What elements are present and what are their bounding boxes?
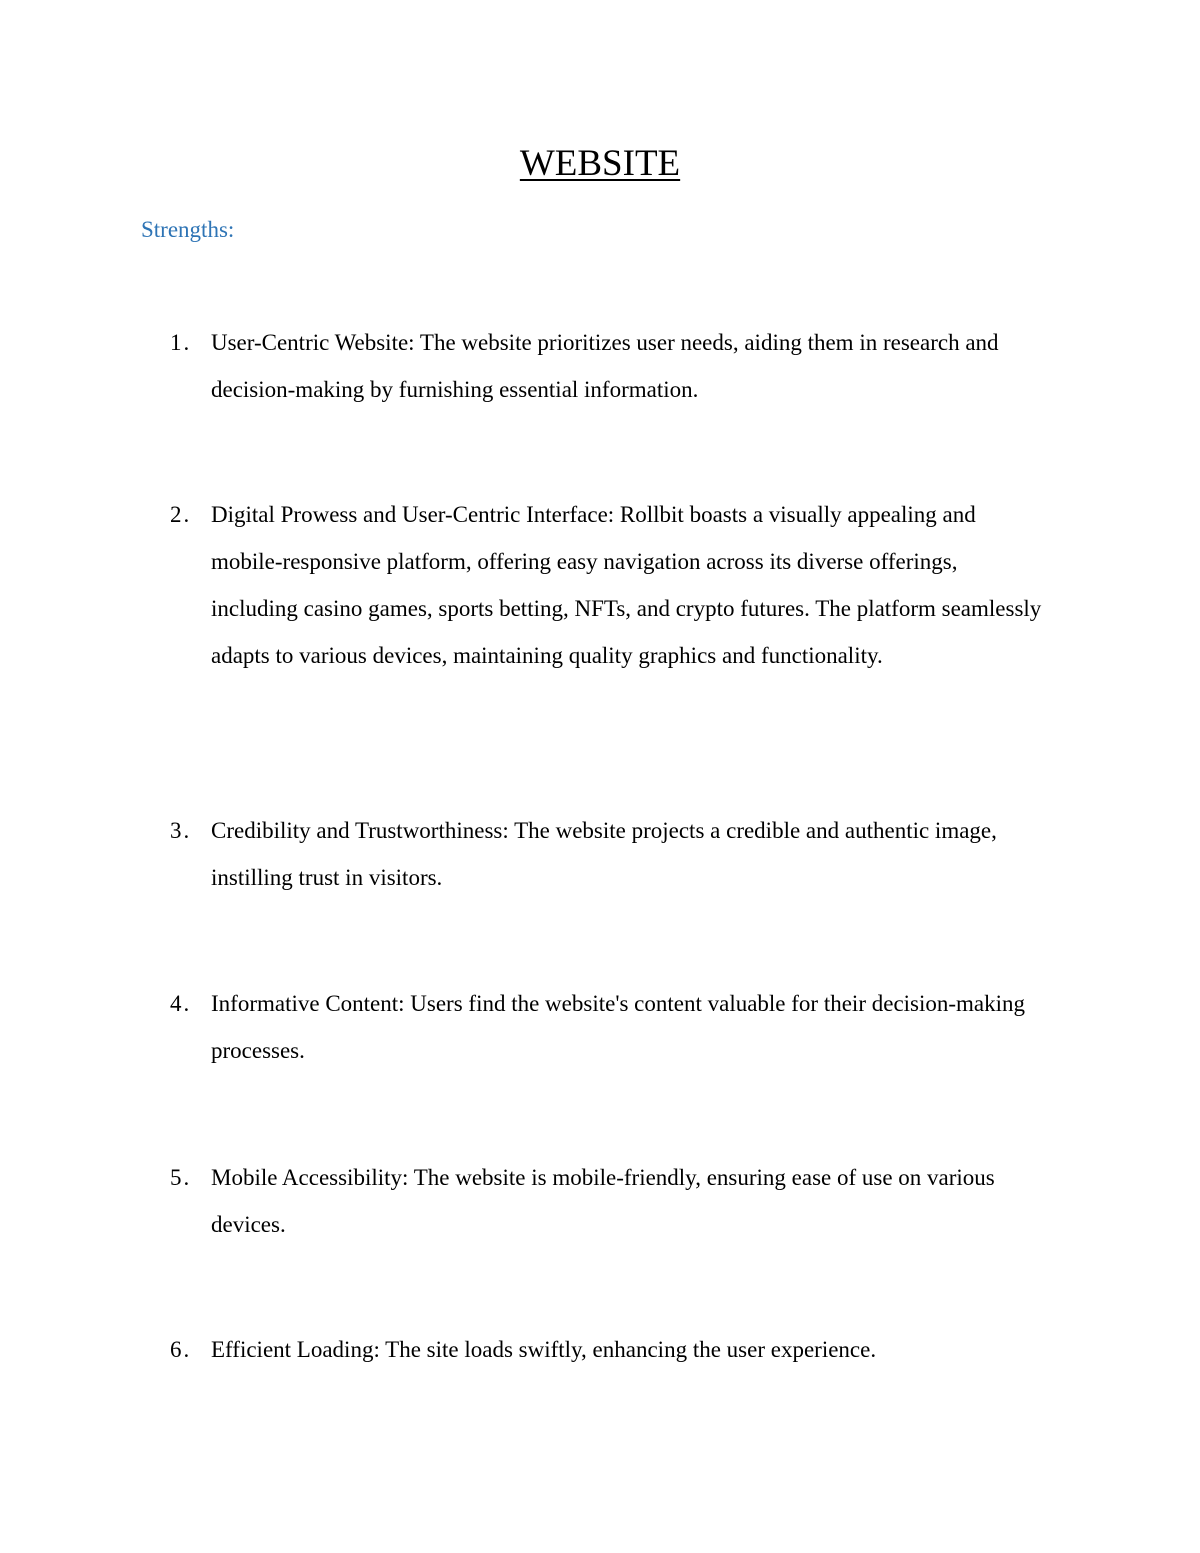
document-title: WEBSITE [519,143,681,184]
list-item [170,807,1050,901]
list-item [170,1154,1050,1248]
list-item-text: Digital Prowess and User-Centric Interface: Rollbit boasts a visually appealing and mobile-responsive platform, offering easy navigation across its diverse offerings, including casino games, sports betting, NFTs, and crypto futures. The platform seamlessly adapts to various devices, maintaining quality graphics and functionality. [211,502,1042,668]
list-item-text: Credibility and Trustworthiness: The website projects a credible and authentic image, instilling trust in visitors. [211,818,997,890]
list-item-text: Informative Content: Users find the website's content valuable for their decision-making processes. [211,991,1026,1063]
list-item-number: 2. [170,502,192,527]
strengths-heading: Strengths: [141,217,235,242]
list-item-text: User-Centric Website: The website prioritizes user needs, aiding them in research and decision-making by furnishing essential information. [211,330,999,402]
list-item [170,491,1050,679]
list-item-number: 6. [170,1337,192,1362]
list-item-number: 5. [170,1165,192,1190]
list-item-number: 1. [170,330,192,355]
list-item [170,319,1050,413]
list-item [170,1326,1050,1373]
list-item [170,980,1050,1074]
list-item-number: 4. [170,991,192,1016]
list-item-text: Mobile Accessibility: The website is mobile-friendly, ensuring ease of use on various devices. [211,1165,995,1237]
list-item-text: Efficient Loading: The site loads swiftly, enhancing the user experience. [211,1337,877,1362]
list-item-number: 3. [170,818,192,843]
